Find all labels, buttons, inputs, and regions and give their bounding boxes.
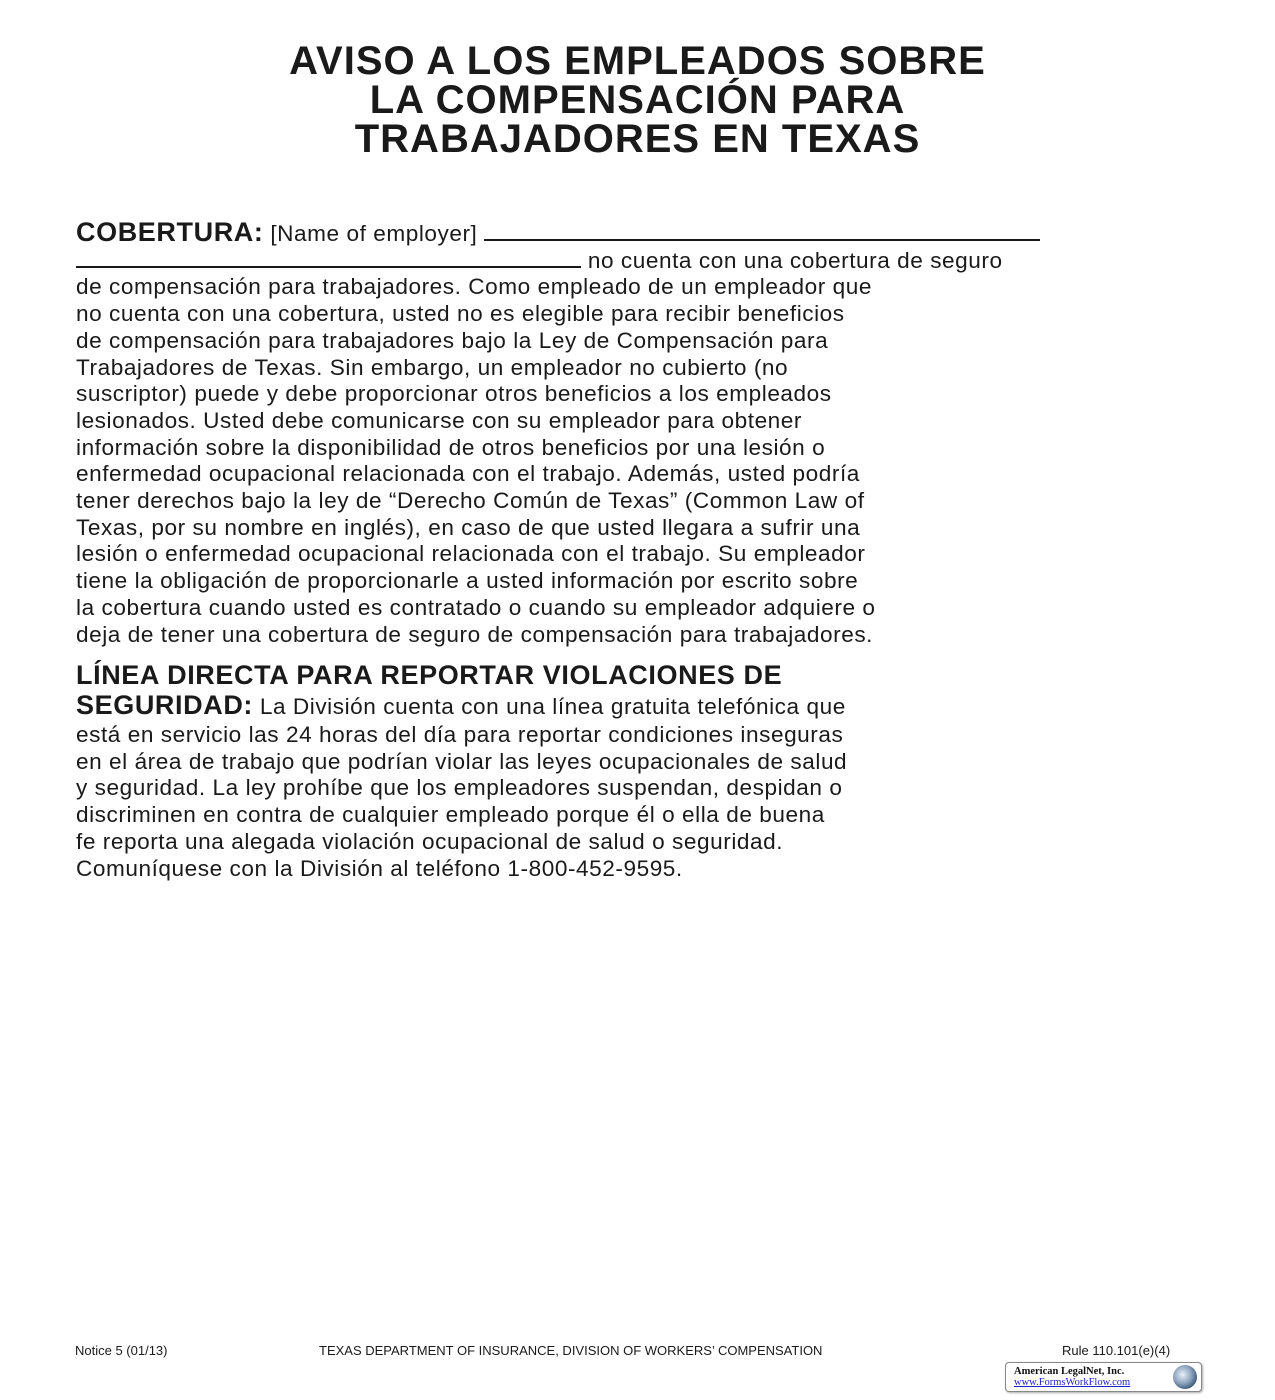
employer-placeholder-label: [Name of employer] [270, 221, 478, 246]
title-line-2: LA COMPENSACIÓN PARA [369, 78, 906, 122]
coverage-line: tener derechos bajo la ley de “Derecho Común de Texas” (Common Law of [76, 488, 865, 514]
title-line-1: AVISO A LOS EMPLEADOS SOBRE [289, 39, 986, 83]
badge-company-name: American LegalNet, Inc. [1014, 1366, 1125, 1377]
hotline-line-2-text: La División cuenta con una línea gratuita telefónica que [259, 694, 846, 719]
american-legalnet-badge[interactable] [1005, 1362, 1202, 1392]
hotline-heading-line-1: LÍNEA DIRECTA PARA REPORTAR VIOLACIONES DE [76, 660, 783, 690]
hotline-line: Comuníquese con la División al teléfono 1-800-452-9595. [76, 855, 683, 881]
coverage-line: la cobertura cuando usted es contratado o cuando su empleador adquiere o [76, 594, 876, 620]
hotline-line: y seguridad. La ley prohíbe que los empleadores suspendan, despidan o [76, 775, 843, 801]
globe-logo-icon [1173, 1365, 1197, 1389]
coverage-second-line [76, 248, 1201, 275]
coverage-line: enfermedad ocupacional relacionada con el trabajo. Además, usted podría [76, 461, 860, 487]
hotline-heading-line-2: SEGURIDAD: [76, 690, 254, 720]
coverage-line: no cuenta con una cobertura, usted no es elegible para recibir beneficios [76, 301, 845, 327]
footer-rule: Rule 110.101(e)(4) [1062, 1343, 1171, 1358]
coverage-line: información sobre la disponibilidad de otros beneficios por una lesión o [76, 434, 826, 460]
hotline-second-line [76, 690, 1201, 722]
coverage-line: lesionados. Usted debe comunicarse con su empleador para obtener [76, 407, 802, 433]
hotline-line: está en servicio las 24 horas del día para reportar condiciones inseguras [76, 722, 844, 747]
employer-name-blank-1[interactable] [484, 221, 1040, 241]
coverage-line: suscriptor) puede y debe proporcionar otros beneficios a los empleados [76, 381, 832, 407]
coverage-line: tiene la obligación de proporcionarle a usted información por escrito sobre [76, 568, 859, 594]
badge-link[interactable]: www.FormsWorkFlow.com [1014, 1377, 1131, 1388]
footer-department: TEXAS DEPARTMENT OF INSURANCE, DIVISION OF WORKERS’ COMPENSATION [319, 1343, 823, 1358]
coverage-section [76, 219, 1201, 648]
coverage-line: lesión o enfermedad ocupacional relacionada con el trabajo. Su empleador [76, 541, 866, 567]
coverage-line: Trabajadores de Texas. Sin embargo, un empleador no cubierto (no [76, 354, 789, 380]
coverage-line: de compensación para trabajadores. Como empleado de un empleador que [76, 274, 873, 300]
coverage-heading: COBERTURA: [76, 217, 264, 247]
hotline-line: en el área de trabajo que podrían violar las leyes ocupacionales de salud [76, 748, 848, 774]
coverage-line-2-text: no cuenta con una cobertura de seguro [587, 247, 1003, 273]
title-line-3: TRABAJADORES EN TEXAS [354, 117, 921, 161]
hotline-line: fe reporta una alegada violación ocupacional de salud o seguridad. [76, 828, 784, 854]
employer-name-blank-2[interactable] [76, 248, 581, 268]
hotline-section [76, 660, 1201, 882]
coverage-line: deja de tener una cobertura de seguro de compensación para trabajadores. [76, 621, 873, 647]
coverage-line: de compensación para trabajadores bajo la Ley de Compensación para [76, 327, 829, 353]
footer-notice-number: Notice 5 (01/13) [75, 1343, 168, 1358]
notice-title [0, 39, 1275, 161]
hotline-line: discriminen en contra de cualquier empleado porque él o ella de buena [76, 802, 825, 828]
coverage-first-line [76, 219, 1201, 248]
coverage-line: Texas, por su nombre en inglés), en caso de que usted llegara a sufrir una [76, 514, 861, 540]
